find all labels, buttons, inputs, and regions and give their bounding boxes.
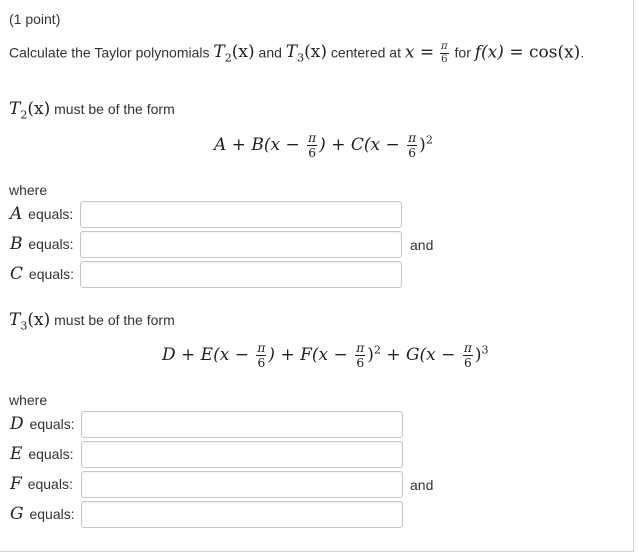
part2-heading [9,310,175,332]
question-prefix: Calculate the Taylor polynomials [9,44,210,61]
points-label: (1 point) [9,11,61,27]
question-and: and [258,44,282,61]
question-centered: centered at [330,44,401,61]
field-a-label: A equals: [10,204,74,224]
question-text: Calculate the Taylor polynomials $T_2(x)$ and $T_3(x)$ centered at x = $\frac{\pi}{6}$ for f(x) = cos(x). [9,41,585,66]
center-point: x = [404,42,435,63]
t2-symbol: $T_2(x)$ [213,42,255,65]
part2-where: where [9,392,48,408]
question-for: for [454,44,471,61]
part1-formula: A + B(x − $\frac{\pi}{6}$ ) + C(x − $\frac{\pi}{6}$ )$^2$ [214,131,433,161]
field-b-label: B equals: [10,234,74,254]
part2-and-label: and [410,477,434,493]
t3-heading-symbol: $T_3(x)$ [9,310,51,333]
field-f-input[interactable] [81,471,403,498]
field-b-input[interactable] [80,231,402,258]
part1-must-be: must be of the form [54,101,175,117]
field-c-label: C equals: [10,264,75,284]
field-e-input[interactable] [81,441,403,468]
function-def: f(x) = cos(x) [474,42,581,63]
part2-must-be: must be of the form [54,312,175,328]
part1-where: where [9,182,48,198]
t2-heading-symbol: $T_2(x)$ [9,99,51,122]
field-f-label: F equals: [10,474,73,494]
part1-and-label: and [410,237,434,253]
pi-over-six: $\frac{\pi}{6}$ [441,41,448,66]
field-d-input[interactable] [81,411,403,438]
field-a-input[interactable] [80,201,402,228]
t3-symbol: $T_3(x)$ [285,42,328,65]
field-c-input[interactable] [80,261,402,288]
part2-formula: D + E(x − $\frac{\pi}{6}$ ) + F(x − $\frac{\pi}{6}$ )$^2$ + G(x − $\frac{\pi}{6}$ )$^3$ [162,341,489,371]
field-g-input[interactable] [81,501,403,528]
field-e-label: E equals: [10,444,74,464]
field-g-label: G equals: [10,504,75,524]
field-d-label: D equals: [10,414,75,434]
part1-heading [9,99,175,121]
